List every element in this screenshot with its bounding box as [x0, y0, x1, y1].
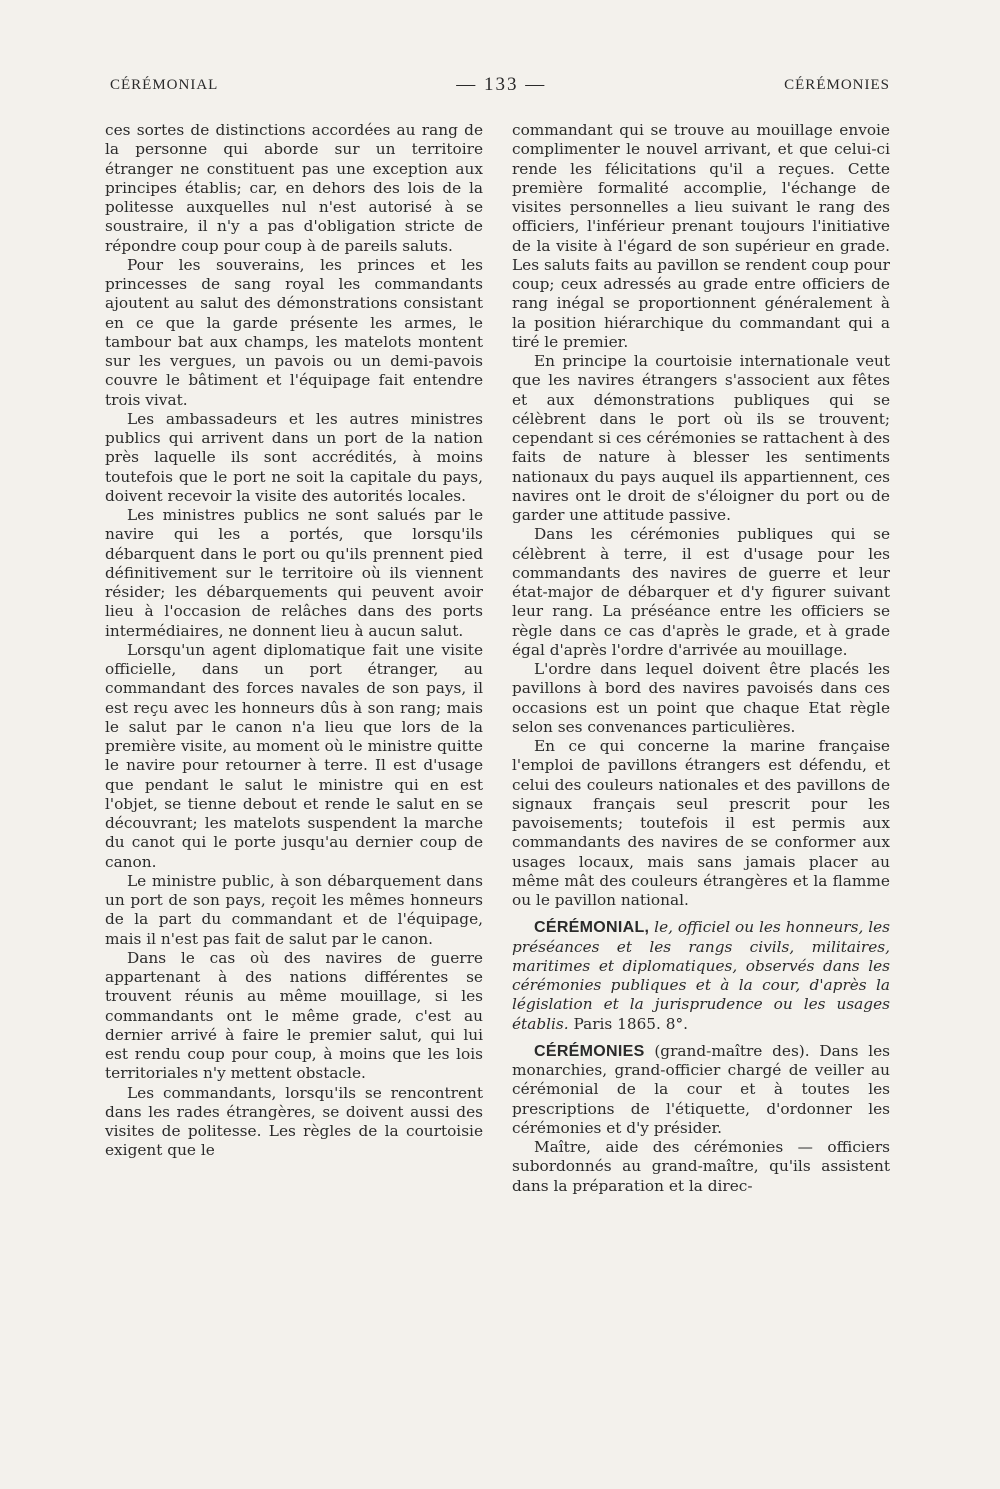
paragraph: ces sortes de distinctions accordées au rang de la personne qui aborde sur un territoire étranger ne constituent pas une exception aux principes établis; car, en dehors des lois de la politesse auxquelles nul n'est autorisé à se soustraire, il n'y a pas d'obligation stricte de répondre coup pour coup à de pareils saluts. — [105, 121, 483, 255]
entry-headword: CÉRÉMONIES — [534, 1042, 645, 1060]
paragraph: Dans le cas où des navires de guerre appartenant à des nations différentes se trouvent réunis au même mouillage, si les commandants ont le même grade, c'est au dernier arrivé à faire le premier salut, qui lui est rendu coup pour coup, à moins que les lois territoriales n'y mettent obstacle. — [105, 948, 483, 1083]
paragraph: En principe la courtoisie internationale veut que les navires étrangers s'associent aux fêtes et aux démonstrations publiques qui se célèbrent dans le port où ils se trouvent; cependant si ces cérémonies se rattachent à des faits de nature à blesser les sentiments nationaux du pays auquel ils appartiennent, ces navires ont le droit de s'éloigner du port ou de garder une attitude passive. — [512, 352, 890, 524]
paragraph: Les commandants, lorsqu'ils se rencontrent dans les rades étrangères, se doivent aussi des visites de politesse. Les règles de la courtoisie exigent que le — [105, 1083, 483, 1160]
dictionary-entry-ceremonial — [512, 918, 890, 1034]
dictionary-entry-ceremonies — [512, 1042, 890, 1138]
paragraph: commandant qui se trouve au mouillage envoie complimenter le nouvel arrivant, et que celui-ci rende les félicitations qu'il a reçues. Cette première formalité accomplie, l'échange de visites personnelles a lieu suivant le rang des officiers, l'inférieur prenant toujours l'initiative de la visite à l'égard de son supérieur en grade. Les saluts faits au pavillon se rendent coup pour coup; ceux adressés au grade entre officiers de rang inégal se proportionnent généralement à la position hiérarchique du commandant qui a tiré le premier. — [512, 121, 890, 351]
right-column — [512, 121, 890, 1196]
page-number: — 133 — — [456, 74, 547, 95]
spacer — [512, 1034, 890, 1042]
entry-definition: (grand-maître des). Dans les monarchies, grand-officier chargé de veiller au cérémonial de la cour et à toutes les prescriptions de l'étiquette, d'ordonner les cérémonies et d'y présider. — [512, 1041, 890, 1137]
paragraph: Pour les souverains, les princes et les princesses de sang royal les commandants ajoutent au salut des démonstrations consistant en ce que la garde présente les armes, le tambour bat aux champs, les matelots montent sur les vergues, un pavois ou un demi-pavois couvre le bâtiment et l'équipage fait entendre trois vivat. — [105, 255, 483, 409]
left-column — [105, 121, 483, 1161]
paragraph: En ce qui concerne la marine française l'emploi de pavillons étrangers est défendu, et celui des couleurs nationales et des pavillons de signaux français seul prescrit pour les pavoisements; toutefois il est permis aux commandants des navires de se conformer aux usages locaux, mais sans jamais placer au même mât des couleurs étrangères et la flamme ou le pavillon national. — [512, 737, 890, 909]
entry-title-italic: le, officiel ou les honneurs, les préséances et les rangs civils, militaires, maritimes et diplomatiques, observés dans les cérémonies publiques et à la cour, d'après la législation et la jurisprudence ou les usages établis. — [512, 918, 890, 1033]
paragraph: Les ambassadeurs et les autres ministres publics qui arrivent dans un port de la nation près laquelle ils sont accrédités, à moins toutefois que le port ne soit la capitale du pays, doivent recevoir la visite des autorités locales. — [105, 409, 483, 505]
header-left: CÉRÉMONIAL — [110, 76, 219, 93]
paragraph: Le ministre public, à son débarquement dans un port de son pays, reçoit les mêmes honneurs de la part du commandant et de l'équipage, mais il n'est pas fait de salut par le canon. — [105, 871, 483, 948]
paragraph: Lorsqu'un agent diplomatique fait une visite officielle, dans un port étranger, au commandant des forces navales de son pays, il est reçu avec les honneurs dûs à son rang; mais le salut par le canon n'a lieu que lors de la première visite, au moment où le ministre quitte le navire pour retourner à terre. Il est d'usage que pendant le salut le ministre qui en est l'objet, se tienne debout et rende le salut en se découvrant; les matelots suspendent la marche du canot qui le porte jusqu'au dernier coup de canon. — [105, 640, 483, 871]
running-header — [110, 74, 890, 96]
paragraph: Maître, aide des cérémonies — officiers subordonnés au grand-maître, qu'ils assistent dans la préparation et la direc- — [512, 1138, 890, 1195]
paragraph: Dans les cérémonies publiques qui se célèbrent à terre, il est d'usage pour les commandants des navires de guerre et leur état-major de débarquer et d'y figurer suivant leur rang. La préséance entre les officiers se règle dans ce cas d'après le grade, et à grade égal d'après l'ordre d'arrivée au mouillage. — [512, 525, 890, 659]
header-right: CÉRÉMONIES — [784, 76, 890, 93]
paragraph: Les ministres publics ne sont salués par le navire qui les a portés, que lorsqu'ils débarquent dans le port ou qu'ils prennent pied définitivement sur le territoire où ils viennent résider; les débarquements qui peuvent avoir lieu à l'occasion de relâches dans des ports intermédiaires, ne donnent lieu à aucun salut. — [105, 506, 483, 640]
paragraph: L'ordre dans lequel doivent être placés les pavillons à bord des navires pavoisés dans ces occasions est un point que chaque Etat règle selon ses convenances particulières. — [512, 660, 890, 736]
entry-publication: Paris 1865. 8°. — [568, 1014, 689, 1033]
entry-headword: CÉRÉMONIAL, — [534, 919, 650, 937]
